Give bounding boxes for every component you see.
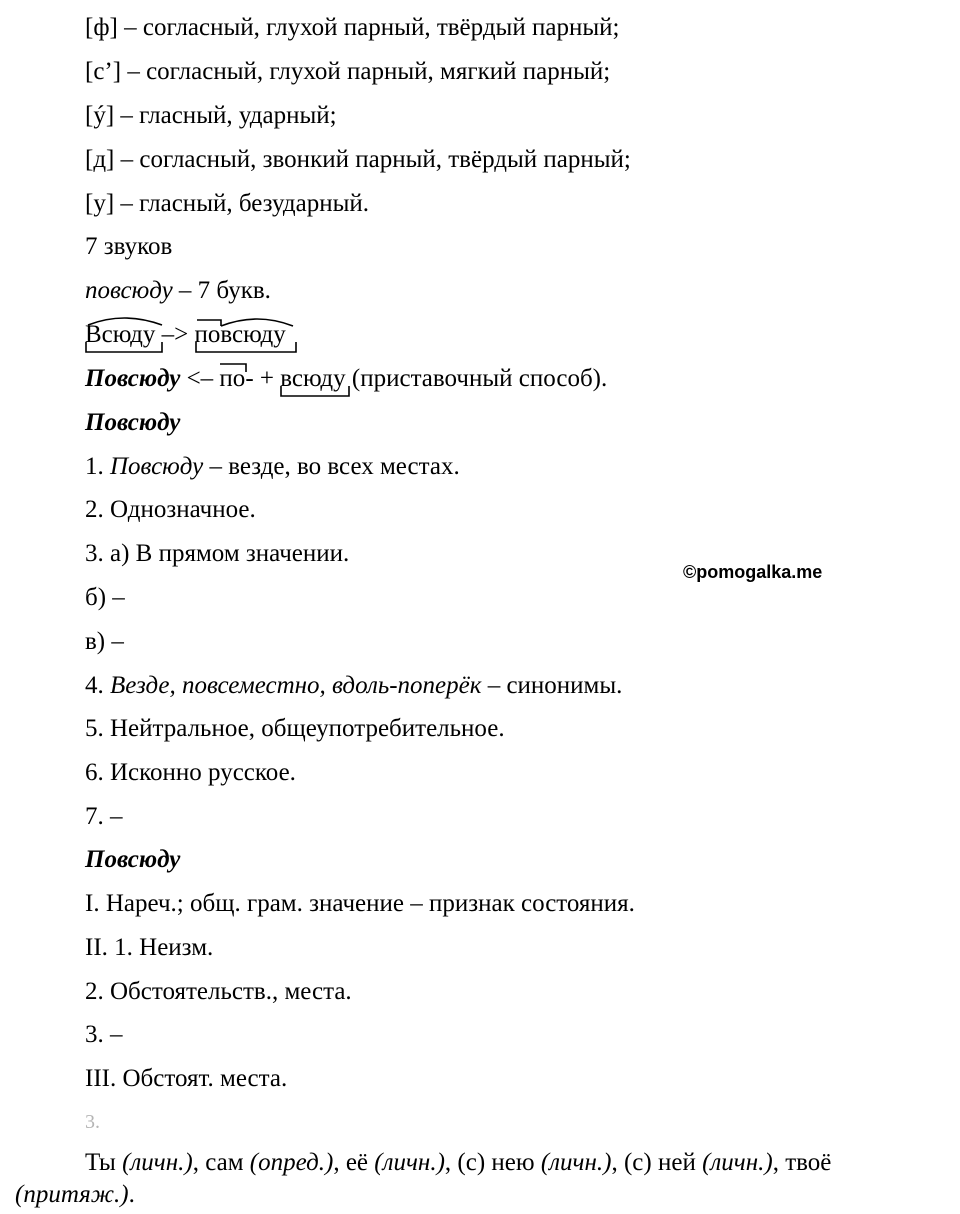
task-number: 3. (85, 1111, 100, 1133)
lexical-item-3c: в) – (85, 628, 124, 655)
prefix-text: по (219, 365, 246, 392)
pronoun: , (с) нею (444, 1149, 541, 1176)
derived-word-bold: Повсюду (85, 365, 181, 392)
item-text: – синонимы. (481, 672, 623, 699)
pronoun: , сам (192, 1149, 250, 1176)
morph-item-ii2: 2. Обстоятельств., места. (85, 978, 352, 1005)
lexical-item-7: 7. – (85, 803, 123, 830)
lexical-item-3: 3. а) В прямом значении. (85, 540, 350, 567)
phonetic-line-u-stressed (85, 101, 337, 131)
sound: [у] (85, 190, 115, 217)
word-formation-line (85, 320, 286, 350)
period: . (128, 1181, 135, 1208)
letters-count-line (85, 276, 271, 306)
base-word-text: Всюду (85, 321, 156, 348)
lexical-item-1 (85, 452, 460, 482)
pronoun: , (с) ней (611, 1149, 703, 1176)
lexical-item-5: 5. Нейтральное, общеупотребительное. (85, 715, 505, 742)
lexical-item-4 (85, 671, 622, 701)
letters-count: – 7 букв. (172, 277, 271, 304)
task3-line2 (15, 1180, 135, 1210)
phonetic-line-s (85, 57, 610, 87)
plus-sign: - + (245, 365, 281, 392)
sound: [ф] (85, 14, 118, 41)
watermark: ©pomogalka.me (683, 562, 823, 582)
pronoun: Ты (85, 1149, 123, 1176)
sound-desc: – согласный, глухой парный, мягкий парный; (121, 58, 611, 85)
item-number: 1. (85, 453, 110, 480)
word: повсюду (85, 277, 173, 304)
category: (притяж.) (15, 1181, 129, 1208)
lexical-item-3b: б) – (85, 584, 125, 611)
pronoun: , твоё (772, 1149, 832, 1176)
lexical-item-2: 2. Однозначное. (85, 496, 256, 523)
root-word (280, 364, 345, 394)
morph-item-i: I. Нареч.; общ. грам. значение – признак состояния. (85, 890, 635, 917)
morph-item-ii: II. 1. Неизм. (85, 934, 214, 961)
word: Повсюду (110, 453, 204, 480)
root-word-text: всюду (280, 365, 346, 392)
item-text: – везде, во всех местах. (203, 453, 460, 480)
morph-item-iii: III. Обстоят. места. (85, 1065, 288, 1092)
category: (личн.) (540, 1149, 612, 1176)
category: (опред.) (249, 1149, 334, 1176)
item-number: 4. (85, 672, 110, 699)
derivation-arrow: –> (155, 321, 195, 348)
base-word (85, 320, 155, 350)
synonyms: Везде, повсеместно, вдоль-поперёк (110, 672, 482, 699)
method-text: (приставочный способ). (345, 365, 608, 392)
category: (личн.) (374, 1149, 445, 1176)
sound-desc: – гласный, безударный. (114, 190, 370, 217)
sounds-count: 7 звуков (85, 233, 173, 260)
sound: [д] (85, 146, 115, 173)
derived-word-text: повсюду (194, 321, 286, 348)
morph-item-ii3: 3. – (85, 1021, 123, 1048)
phonetic-line-f (85, 13, 619, 43)
sound-desc: – гласный, ударный; (114, 102, 337, 129)
morphological-heading: Повсюду (85, 846, 181, 873)
sound: [ý] (85, 102, 115, 129)
prefix (219, 364, 245, 394)
sound: [с’] (85, 58, 122, 85)
category: (личн.) (702, 1149, 773, 1176)
lexical-item-6: 6. Исконно русское. (85, 759, 296, 786)
derivation-arrow: <– (180, 365, 220, 392)
phonetic-line-u (85, 189, 369, 219)
sound-desc: – согласный, звонкий парный, твёрдый парный; (114, 146, 631, 173)
phonetic-line-d (85, 145, 631, 175)
category: (личн.) (122, 1149, 193, 1176)
sound-desc: – согласный, глухой парный, твёрдый парный; (117, 14, 620, 41)
task3-line1 (85, 1148, 831, 1178)
lexical-heading: Повсюду (85, 409, 181, 436)
derived-word (195, 320, 286, 350)
pronoun: , её (333, 1149, 375, 1176)
derivation-line (85, 364, 607, 394)
